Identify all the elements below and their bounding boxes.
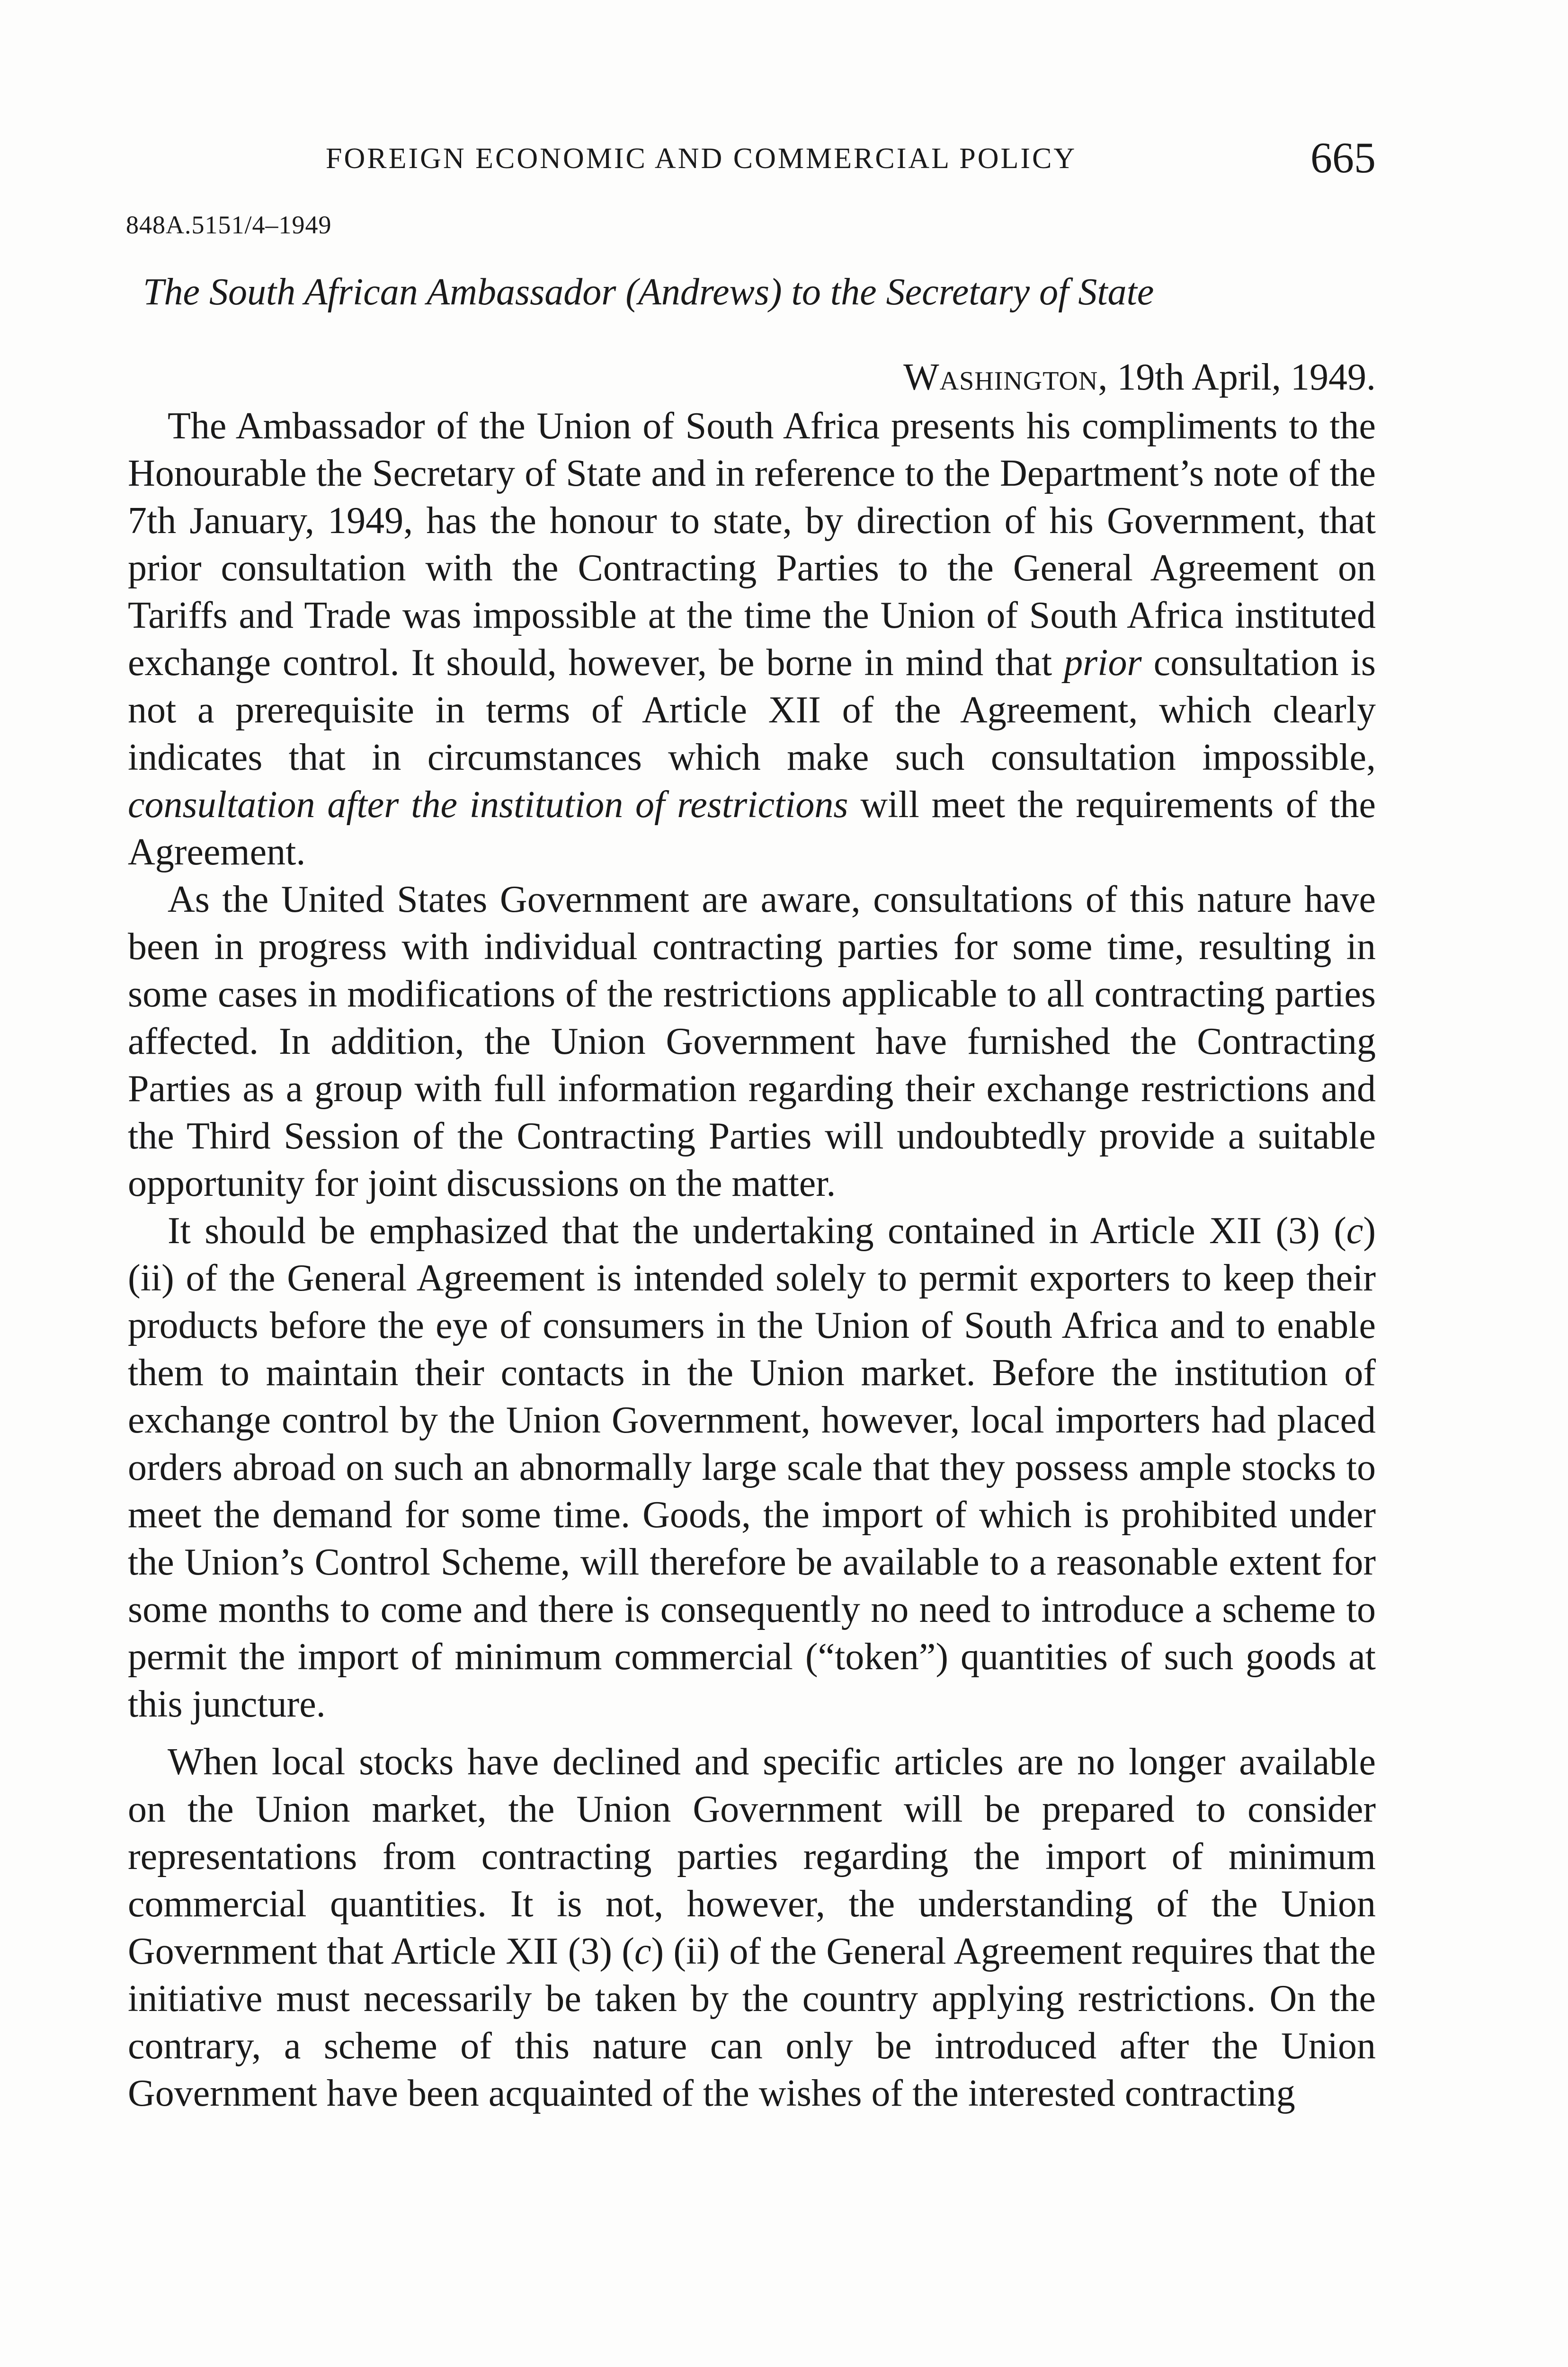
document-title: The South African Ambassador (Andrews) to the Secretary of State: [143, 271, 1154, 313]
paragraph-3-text-b: ) (ii) of the General Agreement is intended solely to permit exporters to keep their products before the eye of consumers in the Union of South Africa and to enable them to maintain their contacts in the Union market. Before the institution of exchange control by the Union Government, however, local importers had placed orders abroad on such an abnormally large scale that they possess ample stocks to meet the demand for some time. Goods, the import of which is prohibited under the Union’s Control Scheme, will therefore be available to a reasonable extent for some months to come and there is consequently no need to introduce a scheme to permit the import of minimum commercial (“token”) quantities of such goods at this juncture.: [128, 1210, 1376, 1725]
paragraph-1-emphasis-consultation: consultation after the institution of restrictions: [128, 784, 848, 826]
dateline-city: Washington: [903, 356, 1098, 398]
paragraph-1-text-a: The Ambassador of the Union of South Africa presents his compliments to the Honourable the Secretary of State and in reference to the Department’s note of the 7th January, 1949, has the honour to state, by direction of his Government, that prior consultation with the Contracting Parties to the General Agreement on Tariffs and Trade was impossible at the time the Union of South Africa instituted exchange control. It should, however, be borne in mind that: [128, 405, 1376, 684]
paragraph-1-emphasis-prior: prior: [1064, 642, 1142, 684]
paragraph-3: [128, 1207, 1376, 1728]
paragraph-2: As the United States Government are aware, consultations of this nature have been in progress with individual contracting parties for some time, resulting in some cases in modifications of the restrictions applicable to all contracting parties affected. In addition, the Union Government have furnished the Contracting Parties as a group with full information regarding their exchange restrictions and the Third Session of the Contracting Parties will undoubtedly provide a suitable opportunity for joint discussions on the matter.: [128, 879, 1376, 1204]
paragraph-1-text-b: consultation is not a prerequisite in terms of Article XII of the Agreement, which clearly indicates that in circumstances which make such consultation impossible,: [128, 642, 1376, 778]
paragraph-3-text-a: It should be emphasized that the undertaking contained in Article XII (3) (: [168, 1210, 1346, 1252]
page-number: 665: [1310, 133, 1376, 182]
paragraph-4: [128, 1738, 1376, 2117]
dateline: [903, 356, 1376, 399]
paragraph-4-text-b: ) (ii) of the General Agreement requires that the initiative must necessarily be taken by the country applying restrictions. On the contrary, a scheme of this nature can only be introduced after the Union Government have been acquainted of the wishes of the interested contracting: [128, 1931, 1376, 2114]
dateline-date: , 19th April, 1949.: [1098, 356, 1376, 398]
paragraph-4-text-a: When local stocks have declined and specific articles are no longer available on the Union market, the Union Government will be prepared to consider representations from contracting parties regarding the import of minimum commercial quantities. It is not, however, the understanding of the Union Government that Article XII (3) (: [128, 1741, 1376, 1972]
paragraph-3-emphasis-c: c: [1346, 1210, 1363, 1252]
paragraph-4-emphasis-c: c: [634, 1931, 651, 1972]
running-head: FOREIGN ECONOMIC AND COMMERCIAL POLICY: [326, 142, 1077, 175]
paragraph-1-text-c: will meet the requirements of the Agreement.: [128, 784, 1376, 873]
file-number: 848A.5151/4–1949: [126, 211, 332, 239]
paragraph-1: [128, 402, 1376, 876]
page-header: [126, 133, 1376, 185]
letter-body: [128, 402, 1376, 2117]
